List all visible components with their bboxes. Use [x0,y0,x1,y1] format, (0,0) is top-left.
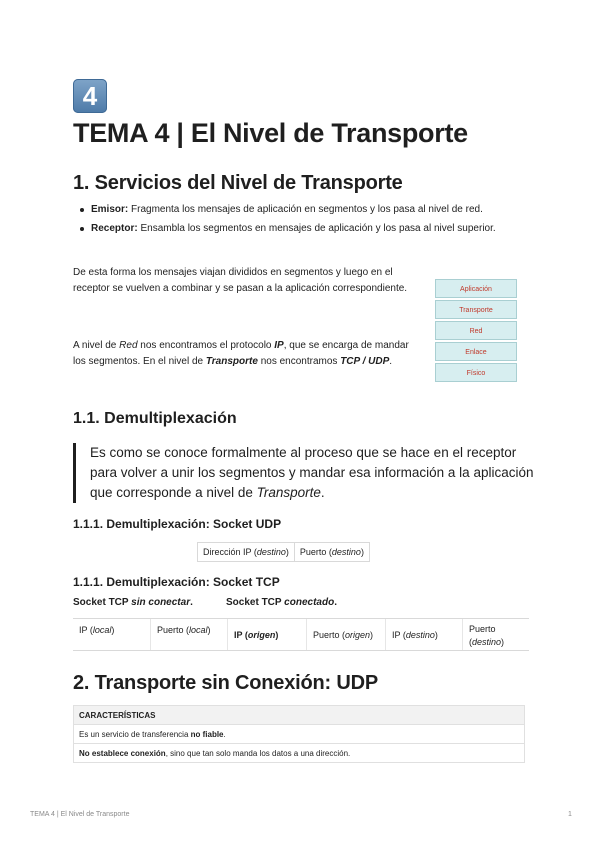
table-cell: Puerto (destino) [463,619,530,651]
quote-end: . [320,485,325,500]
table-cell: IP (destino) [386,619,463,651]
tcp-socket-heading: 1.1.1. Demultiplexación: Socket TCP [73,575,280,589]
table-cell: IP (local) [73,619,151,651]
footer-title: TEMA 4 | El Nivel de Transporte [30,811,130,818]
quote-emphasis: Transporte [256,485,321,500]
paragraph-protocols [73,338,413,370]
quote-text: Es como se conoce formalmente al proceso que se hace en el receptor para volver a unir los segmentos y mandar esa información a la aplicación que corresponde a nivel de [90,445,534,500]
udp-socket-table [197,542,370,562]
bullet-text: Fragmenta los mensajes de aplicación en segmentos y los pasa al nivel de red. [128,204,483,215]
demux-quote [73,443,542,503]
emphasis: Transporte [205,356,258,367]
stack-layer-aplicacion: Aplicación [435,279,517,298]
table-cell: Puerto (origen) [307,619,386,651]
table-row [74,744,525,763]
tcp-socket-table [73,618,529,651]
table-cell: No establece conexión, sino que tan solo manda los datos a una dirección. [74,744,525,763]
udp-characteristics-table [73,705,525,763]
bullet-term: Receptor: [91,223,138,234]
services-list [73,202,528,240]
stack-layer-enlace: Enlace [435,342,517,361]
table-header-row [74,706,525,725]
table-header-cell: CARACTERÍSTICAS [74,706,525,725]
stack-layer-fisico: Físico [435,363,517,382]
table-cell: IP (origen) [228,619,307,651]
emphasis: Red [119,340,138,351]
section-1-1-heading: 1.1. Demultiplexación [73,410,237,427]
paragraph-segments: De esta forma los mensajes viajan divididos en segmentos y luego en el receptor se vuelven a combinar y se pasan a la aplicación correspondiente. [73,267,408,294]
page-number: 1 [568,811,572,818]
table-cell: Es un servicio de transferencia no fiable. [74,725,525,744]
text: nos encontramos el protocolo [137,340,275,351]
list-item-receptor [73,221,528,236]
emphasis: IP [274,340,284,351]
table-cell: Dirección IP (destino) [198,543,295,562]
section-1-heading: 1. Servicios del Nivel de Transporte [73,172,403,194]
list-item-emisor [73,202,528,217]
tcp-unconnected-label: Socket TCP sin conectar. [73,597,193,608]
bullet-term: Emisor: [91,204,129,215]
bullet-text: Ensambla los segmentos en mensajes de aplicación y los pasa al nivel superior. [137,223,496,234]
protocol-stack-diagram [435,279,517,384]
table-cell: Puerto (local) [151,619,228,651]
text: , que se encarga de mandar los segmentos. En el nivel de [73,340,409,367]
section-2-heading: 2. Transporte sin Conexión: UDP [73,672,378,694]
text: A nivel de [73,340,120,351]
table-row [74,725,525,744]
text: . [389,356,393,367]
text: nos encontramos [257,356,341,367]
section-number-badge: 4 [73,79,107,113]
page-title: TEMA 4 | El Nivel de Transporte [73,118,468,148]
table-row [73,619,529,651]
stack-layer-transporte: Transporte [435,300,517,319]
tcp-connected-label: Socket TCP conectado. [226,597,337,608]
emphasis: TCP / UDP [340,356,390,367]
table-row [198,543,370,562]
stack-layer-red: Red [435,321,517,340]
udp-socket-heading: 1.1.1. Demultiplexación: Socket UDP [73,517,282,531]
table-cell: Puerto (destino) [294,543,369,562]
